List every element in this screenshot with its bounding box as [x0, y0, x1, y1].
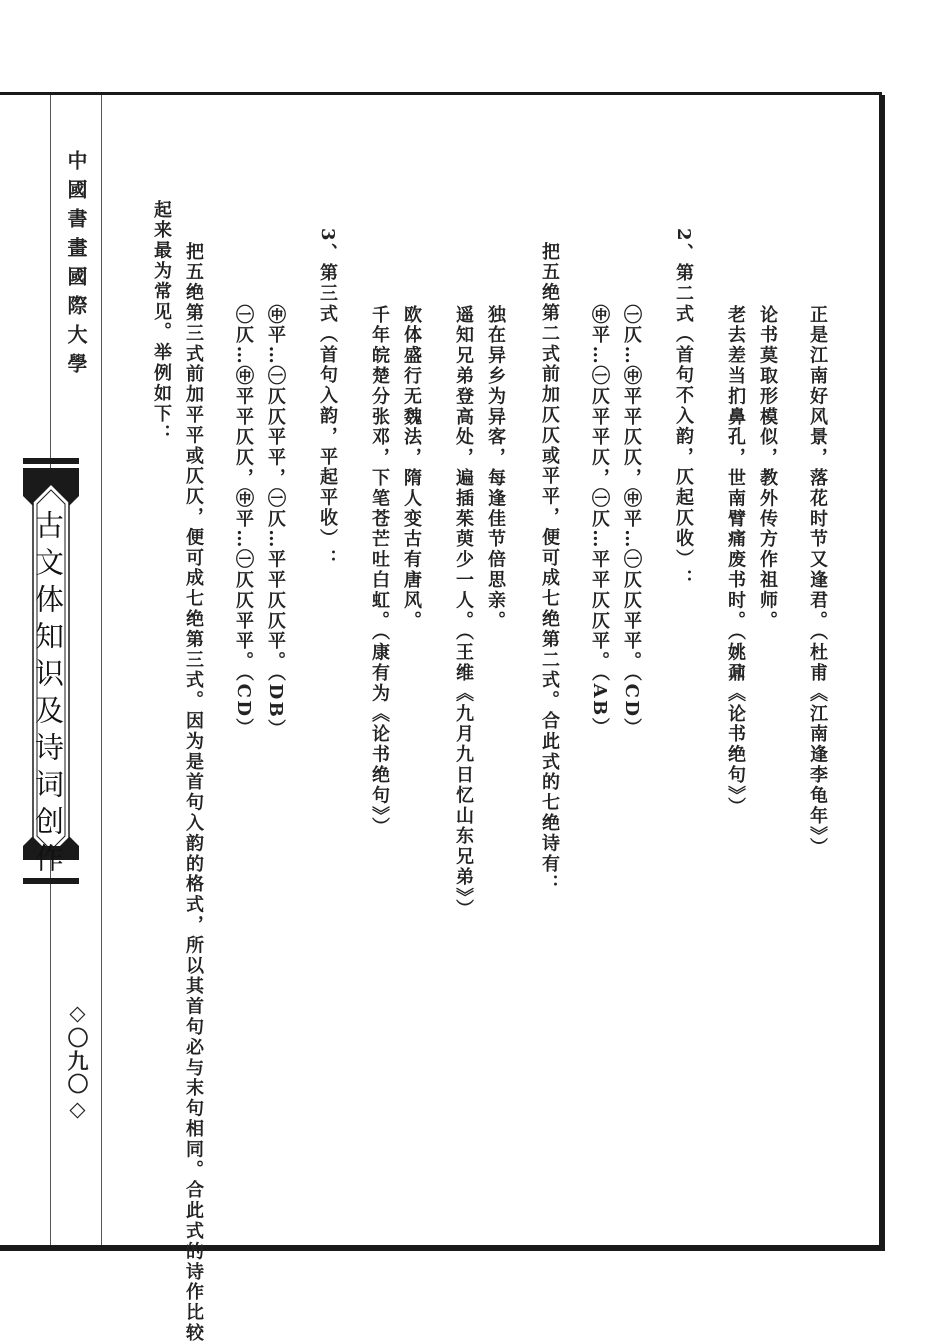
ribbon-bar — [23, 468, 79, 480]
ribbon-bar — [23, 458, 79, 464]
text-column: 正是江南好风景，落花时节又逢君。（杜甫《江南逢李龟年》） — [807, 305, 828, 859]
text-column: 把五绝第三式前加平平或仄仄，便可成七绝第三式。因为是首句入韵的格式，所以其首句必与末句相同。合此式的诗作比较 — [183, 242, 204, 1344]
margin-rule-inner — [101, 95, 102, 1245]
tone-pattern: ㊀仄…㊥平平仄仄，㊥平…㊀仄仄平平。（CD） — [233, 305, 254, 739]
text-column: 起来最为常见。举例如下： — [151, 200, 172, 445]
section-heading: 3、第三式（首句入韵，平起平收）： — [317, 228, 338, 570]
tone-pattern: ㊥平…㊀仄仄平平，㊀仄…平平仄仄平。（DB） — [265, 305, 286, 740]
poem-line: 欧体盛行无魏法，隋人变古有唐风。 — [401, 305, 422, 632]
tone-pattern: ㊥平…㊀仄平平仄，㊀仄…平平仄仄平。（AB） — [589, 305, 610, 738]
text-column: 老去差当扪鼻孔，世南臂痛废书时。（姚鼐《论书绝句》） — [725, 305, 746, 818]
tone-pattern: ㊀仄…㊥平平仄仄，㊥平…㊀仄仄平平。（CD） — [621, 305, 642, 739]
page-number: ◇〇九〇◇ — [65, 1000, 90, 1123]
margin-rule-segment — [50, 905, 51, 995]
poem-line: 千年皖楚分张邓，下笔苍芒吐白虹。（康有为《论书绝句》） — [369, 305, 390, 838]
book-title: 古文体知识及诗词创作 — [31, 510, 65, 880]
poem-line: 遥知兄弟登高处，遍插茱萸少一人。（王维《九月九日忆山东兄弟》） — [453, 305, 474, 920]
poem-line: 独在异乡为异客，每逢佳节倍思亲。 — [485, 305, 506, 632]
text-column: 把五绝第二式前加仄仄或平平，便可成七绝第二式。合此式的七绝诗有： — [539, 242, 560, 895]
text-column: 论书莫取形模似，教外传方作祖师。 — [757, 305, 778, 632]
university-name: 中國書畫國際大學 — [64, 150, 88, 382]
section-heading: 2、第二式（首句不入韵，仄起仄收）： — [673, 228, 694, 590]
page-frame — [0, 92, 882, 1248]
